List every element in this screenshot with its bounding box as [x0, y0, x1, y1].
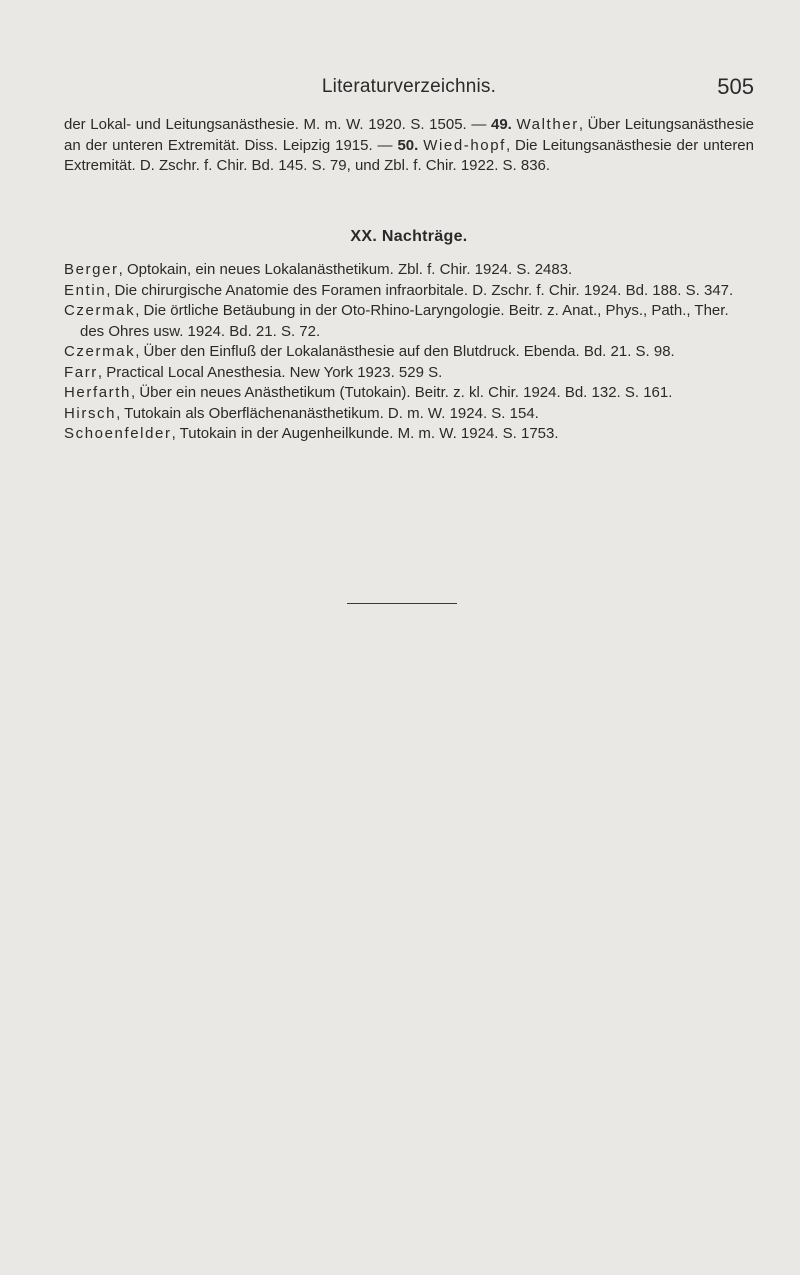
section-heading: XX. Nachträge.	[350, 228, 468, 245]
author-name: Walther	[516, 116, 579, 133]
reference-text: , Die chirurgische Anatomie des Foramen infraorbitale. D. Zschr. f. Chir. 1924. Bd. 188. S. 347.	[106, 281, 734, 299]
reference-text: , Die örtliche Betäubung in der Oto-Rhino-Laryngologie. Beitr. z. Anat., Phys., Path., Ther. des Ohres usw. 1924. Bd. 21. S. 72.	[80, 302, 729, 340]
reference-entry	[64, 301, 754, 342]
reference-entry	[64, 404, 754, 425]
author-name: Hirsch	[64, 404, 117, 422]
running-title: Literaturverzeichnis.	[321, 76, 497, 97]
author-name: Czermak	[64, 302, 136, 319]
reference-text: , Über ein neues Anästhetikum (Tutokain). Beitr. z. kl. Chir. 1924. Bd. 132. S. 161.	[131, 384, 673, 401]
page-number: 505	[717, 74, 754, 99]
reference-text: , Practical Local Anesthesia. New York 1923. 529 S.	[97, 363, 443, 381]
reference-number-50: 50.	[397, 136, 419, 154]
continuation-paragraph	[64, 115, 754, 177]
page-header	[64, 74, 754, 104]
author-name: Czermak	[64, 343, 136, 360]
reference-number-49: 49.	[490, 116, 512, 133]
reference-entry	[64, 363, 754, 384]
continuation-text-c: , Die Leitungsanästhesie der unteren Extremität. D. Zschr. f. Chir. Bd. 145. S. 79, und Zbl. f. Chir. 1922. S. 836.	[64, 136, 754, 174]
reference-text: , Tutokain als Oberflächenanästhetikum. D. m. W. 1924. S. 154.	[116, 404, 539, 422]
reference-entry	[64, 260, 754, 281]
continuation-text-a: der Lokal- und Leitungsanästhesie. M. m. W. 1920. S. 1505. —	[64, 116, 491, 133]
reference-entry	[64, 383, 754, 404]
continuation-text-b: , Über Leitungsanästhesie an der unteren Extremität. Diss. Leipzig 1915. —	[64, 116, 755, 154]
reference-entry	[64, 342, 754, 363]
reference-text: , Tutokain in der Augenheilkunde. M. m. W. 1924. S. 1753.	[171, 425, 559, 442]
reference-text: , Über den Einfluß der Lokalanästhesie auf den Blutdruck. Ebenda. Bd. 21. S. 98.	[135, 343, 675, 360]
author-name: Farr	[64, 363, 98, 381]
author-name: Wied-hopf	[423, 136, 506, 154]
author-name: Berger	[64, 261, 119, 278]
reference-list	[64, 260, 754, 445]
end-divider-rule	[347, 603, 457, 604]
author-name: Entin	[64, 281, 107, 299]
reference-entry	[64, 281, 754, 302]
reference-text: , Optokain, ein neues Lokalanästhetikum. Zbl. f. Chir. 1924. S. 2483.	[118, 261, 573, 278]
author-name: Herfarth	[64, 384, 131, 401]
author-name: Schoenfelder	[64, 425, 172, 442]
reference-entry	[64, 424, 754, 445]
